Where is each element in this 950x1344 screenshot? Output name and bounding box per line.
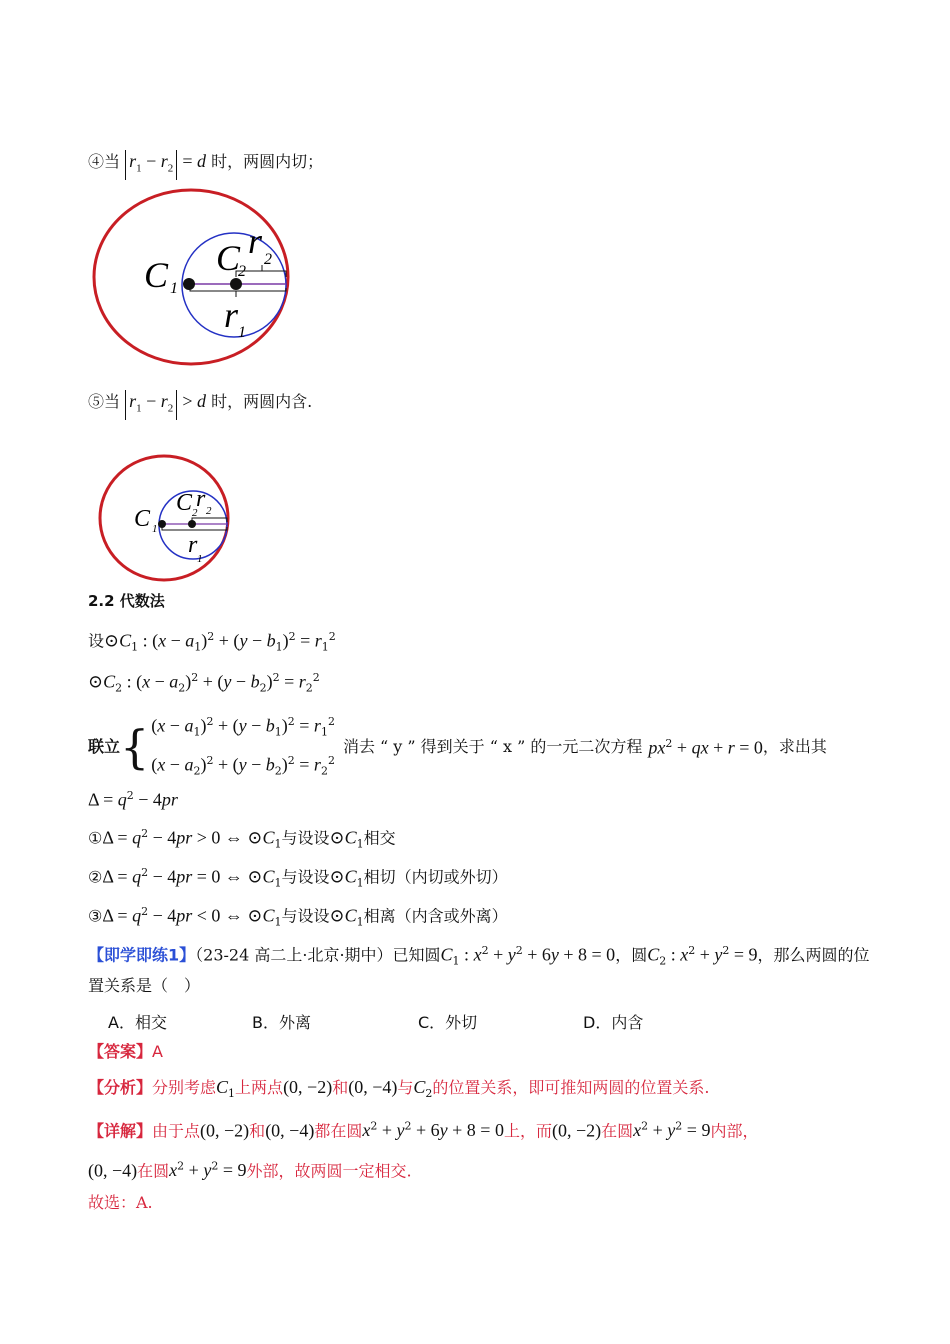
condition-1: ①Δ = $q^2 - 4pr > 0$ ⇔ $⊙C_1$与设设$⊙C_1$相交 — [88, 827, 396, 851]
c1-label: C — [144, 255, 169, 295]
delta-def: $\Delta = q^2 - 4pr$ — [88, 789, 178, 810]
answer-value: A — [152, 1042, 163, 1061]
final-answer: 故选：A. — [88, 1193, 153, 1212]
condition-2: ②Δ = $q^2 - 4pr = 0$ ⇔ $⊙C_1$与设设$⊙C_1$相切（内切或外切） — [88, 866, 508, 890]
r1-sub-2: 1 — [197, 553, 203, 565]
abs-r1-r2: $r_1 - r_2$ — [125, 150, 177, 180]
c1-sub: 1 — [170, 280, 178, 297]
c1-label-2: C — [134, 506, 151, 532]
c2-label-2: C — [176, 490, 193, 516]
r1-sub: 1 — [238, 324, 246, 341]
exercise-line-2: 置关系是（ ） — [88, 976, 201, 995]
answer-tag: 【答案】 — [88, 1042, 153, 1061]
lianli-label: 联立 — [88, 736, 121, 756]
exercise-tag: 【即学即练1】 — [88, 945, 196, 965]
r2-sub: 2 — [264, 251, 272, 268]
eq-c2: $⊙C_2$ : $(x - a_2)^2 + (y - b_2)^2 = r_2^2$ — [88, 671, 320, 695]
r2-sub-2: 2 — [206, 505, 212, 517]
analysis-line: 【分析】分别考虑$C_1$上两点(0, −2)和(0, −4)与$C_2$的位置关系，即可推知两圆的位置关系. — [88, 1077, 710, 1101]
answer-line — [88, 1041, 163, 1063]
case5-line: ⑤当 $r_1 - r_2 > d$ 时，两圆内含. — [88, 390, 312, 420]
option-c[interactable]: C．外切 — [418, 1013, 478, 1032]
r2-label: r — [248, 221, 263, 261]
condition-3: ③Δ = $q^2 - 4pr < 0$ ⇔ $⊙C_1$与设设$⊙C_1$相离（内含或外离） — [88, 905, 508, 929]
c2-sub-2: 2 — [192, 507, 198, 519]
internal-tangent-diagram — [86, 185, 306, 370]
case4-line: ④当 $r_1 - r_2 = d$ 时，两圆内切； — [88, 150, 323, 180]
detail-line-2: (0, −4)在圆$x^2 + y^2 = 9$外部，故两圆一定相交. — [88, 1160, 412, 1181]
case4-suffix: 时，两圆内切； — [211, 152, 324, 171]
exercise-source: （23-24 高二上·北京·期中）已知圆 — [195, 945, 441, 965]
internal-contain-diagram — [96, 450, 246, 585]
c1-sub-2: 1 — [152, 523, 158, 535]
case5-suffix: 时，两圆内含. — [211, 392, 313, 411]
option-d[interactable]: D．内含 — [583, 1013, 644, 1032]
eq-c1: 设$⊙C_1$ : $(x - a_1)^2 + (y - b_1)^2 = r_1^2$ — [88, 630, 336, 654]
abs-r1-r2-2: $r_1 - r_2$ — [125, 390, 177, 420]
set-prefix: 设 — [88, 631, 105, 651]
elim-text: 消去 “ y ” 得到关于 “ x ” 的一元二次方程 — [342, 736, 643, 756]
r1-label: r — [224, 295, 239, 335]
c2-label: C — [216, 238, 241, 278]
quad-tail: ，求出其 — [762, 736, 827, 756]
section-title: 2.2 代数法 — [88, 592, 165, 610]
detail-line-1: 【详解】由于点(0, −2)和(0, −4)都在圆$x^2 + y^2 + 6y + 8 = 0$上，而(0, −2)在圆$x^2 + y^2 = 9$内部， — [88, 1120, 759, 1141]
option-b[interactable]: B．外离 — [252, 1013, 311, 1032]
r1-label-2: r — [188, 532, 198, 558]
case4-marker: ④当 — [88, 152, 121, 171]
exercise-line-1: 【即学即练1】（23-24 高二上·北京·期中）已知圆$C_1$ : $x^2 + y^2 + 6y + 8 = 0$，圆$C_2$ : $x^2 + y^2 = 9$，那么两圆的位 — [88, 944, 870, 968]
r2-label-2: r — [196, 486, 206, 512]
system-line: 联立 { $(x - a_1)^2 + (y - b_1)^2 = r_1^2$ $(x - a_2)^2 + (y - b_2)^2 = r_2^2$ 消去 “ y ” 得到关于 “ x ” 的一元二次方程 $px^2$ + qx + r = 0 ，求出其 — [88, 715, 827, 778]
c2-sub: 2 — [238, 263, 246, 280]
case5-marker: ⑤当 — [88, 392, 121, 411]
option-a[interactable]: A．相交 — [108, 1013, 167, 1032]
